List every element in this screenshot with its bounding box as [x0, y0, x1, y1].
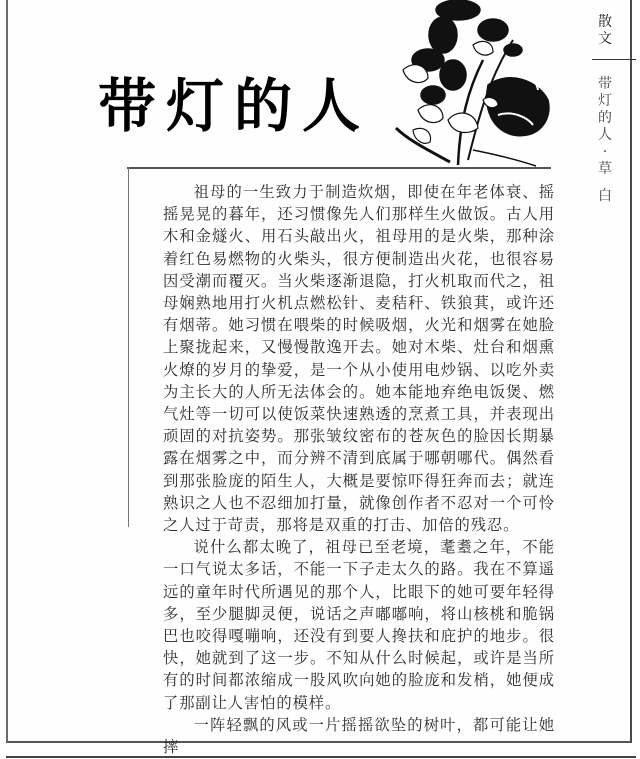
- sidebar-author-char: 草: [598, 161, 612, 177]
- text-box-left-rule: [128, 167, 129, 527]
- sidebar-char: 的: [598, 110, 612, 126]
- sidebar-char: ·: [602, 144, 608, 160]
- section-sidebar: [572, 0, 634, 300]
- sidebar-char: 带: [598, 76, 612, 92]
- sidebar-char: 人: [598, 127, 612, 143]
- sidebar-spacer: [596, 178, 614, 188]
- sidebar-divider: [592, 59, 636, 60]
- flower-illustration-icon: [388, 0, 558, 168]
- article-body: [163, 181, 555, 758]
- paragraph: 说什么都太晚了，祖母已至老境，耄耋之年，不能一口气说太多话，不能一下子走太久的路。我在不算遥远的童年时代所遇见的那个人，比眼下的她可要年轻得多，至少腿脚灵便，说话之声嘟嘟响，将山核桃和脆锅巴也咬得嘎嘣响，还没有到要人搀扶和庇护的地步。很快，她就到了这一步。不知从什么时候起，或许是当所有的时间都浓缩成一股风吹向她的脸庞和发梢，她便成了那副让人害怕的模样。: [163, 538, 555, 712]
- sidebar-article-label: [596, 76, 614, 205]
- section-category: 散文: [598, 14, 612, 47]
- paragraph: 祖母的一生致力于制造炊烟，即使在年老体衰、摇摇晃晃的暮年，还习惯像先人们那样生火做饭。古人用木和金燧火、用石头敲出火，祖母用的是火柴，那种涂着红色易燃物的火柴头，很方便制造出火花，也很容易因受潮而覆灭。当火柴逐渐退隐，打火机取而代之，祖母娴熟地用打火机点燃松针、麦秸秆、铁狼萁，或许还有烟蒂。她习惯在喂柴的时候吸烟，火光和烟雾在她脸上聚拢起来，又慢慢散逸开去。她对木柴、灶台和烟熏火燎的岁月的挚爱，是一个从小使用电炒锅、以吃外卖为主长大的人所无法体会的。她本能地弃绝电饭煲、燃气灶等一切可以使饭菜快速熟透的烹煮工具，并表现出顽固的对抗姿势。那张皱纹密布的苍灰色的脸因长期暴露在烟雾之中，而分辨不清到底属于哪朝哪代。偶然看到那张脸庞的陌生人，大概是要惊吓得狂奔而去；就连熟识之人也不忍细加打量，就像创作者不忍对一个可怜之人过于苛责，那将是双重的打击、加倍的残忍。: [163, 183, 555, 535]
- article-title: 带灯的人: [98, 71, 371, 140]
- paragraph: 一阵轻飘的风或一片摇摇欲坠的树叶，都可能让她摔: [163, 715, 555, 757]
- sidebar-author-char: 白: [598, 188, 612, 204]
- text-box-top-rule: [127, 167, 551, 169]
- sidebar-char: 灯: [598, 93, 612, 109]
